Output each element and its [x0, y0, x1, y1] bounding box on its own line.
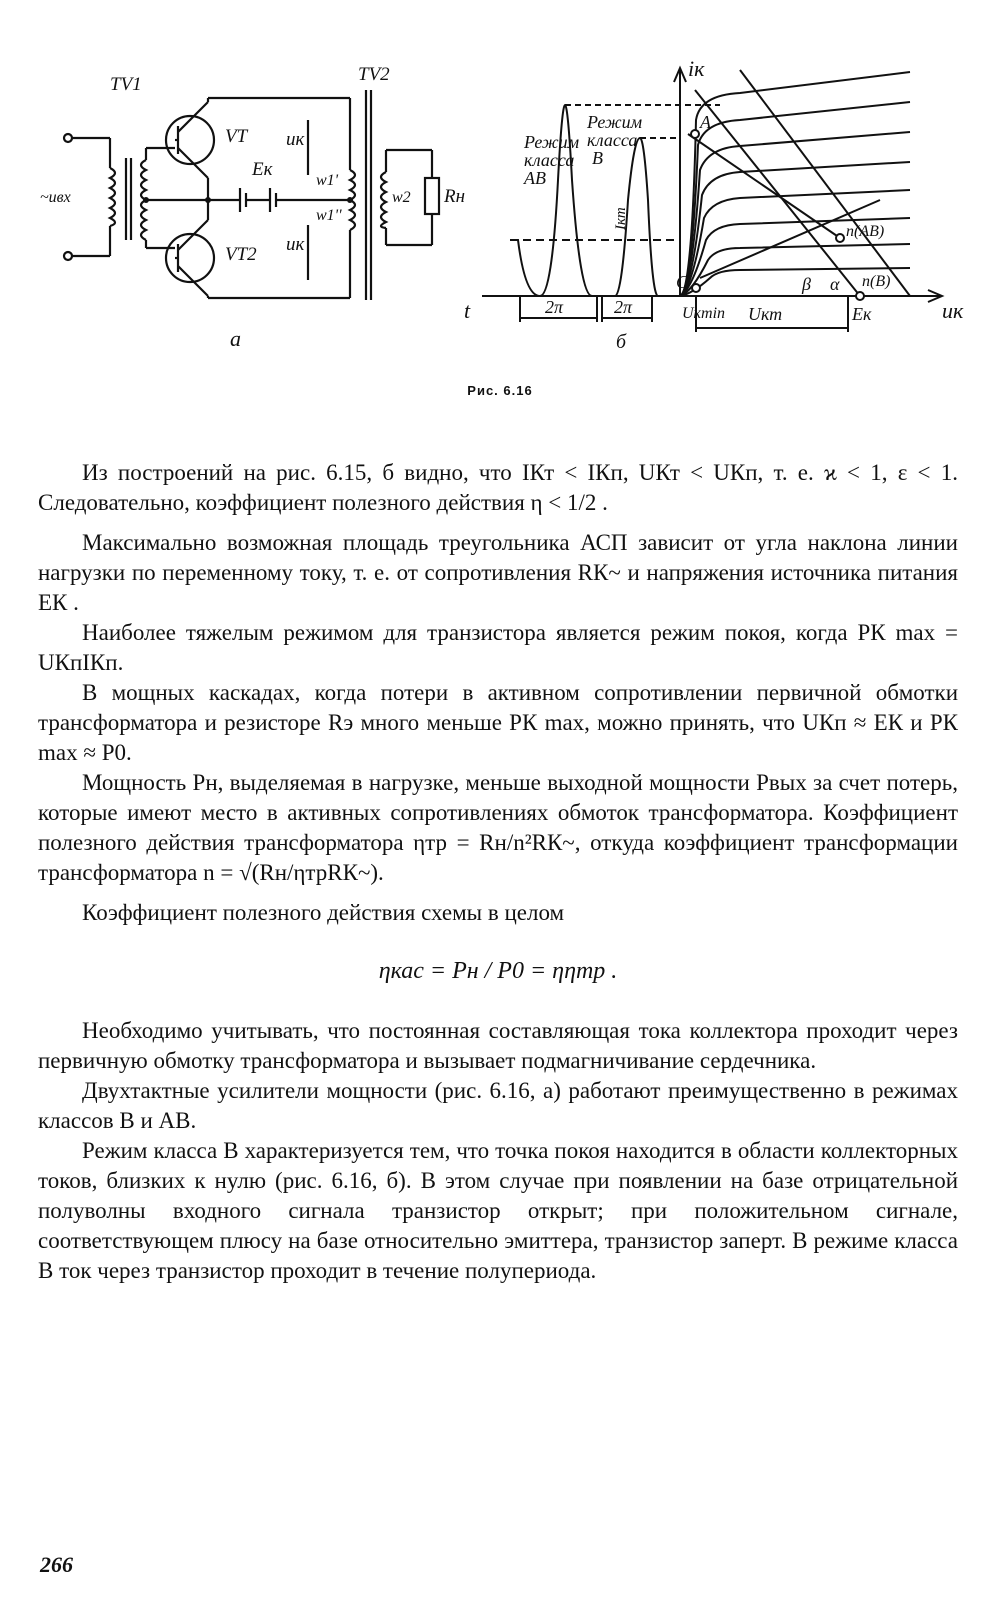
label-vt1: VT	[225, 126, 248, 147]
angle-alpha: α	[830, 274, 840, 294]
label-ukmin: Uкmin	[682, 305, 726, 322]
body-text	[38, 458, 958, 1286]
mode-b-line1: Режим	[587, 112, 643, 132]
sublabel-a: а	[230, 326, 241, 351]
label-uk-bottom: uк	[286, 234, 305, 255]
label-uin: ~uвх	[40, 189, 71, 206]
label-w1a: w1'	[316, 172, 339, 189]
axis-uk: uк	[942, 298, 964, 323]
label-2pi-2: 2π	[614, 297, 633, 317]
label-rn: Rн	[444, 186, 466, 207]
paragraph-7: Необходимо учитывать, что постоянная составляющая тока коллектора проходит через первичную обмотку трансформатора и вызывает подмагничивание сердечника.	[38, 1018, 958, 1073]
mode-ab-line1: Режим	[524, 132, 580, 152]
label-ukm: Uкт	[748, 304, 783, 324]
sublabel-b: б	[616, 331, 627, 353]
mode-ab-line2: класса	[524, 150, 575, 170]
angle-beta: β	[802, 274, 811, 294]
point-n-b: п(В)	[862, 273, 891, 290]
figure-6-16	[40, 50, 980, 410]
paragraph-8: Двухтактные усилители мощности (рис. 6.16, а) работают преимущественно в режимах классов В и АВ.	[38, 1078, 958, 1133]
figure-drawing	[40, 50, 980, 410]
paragraph-2: Максимально возможная площадь треугольника АСП зависит от угла наклона линии нагрузки по переменному току, т. е. от сопротивления RК~ и напряжения источника питания EК .	[38, 530, 958, 615]
label-w2: w2	[392, 189, 411, 206]
label-2pi-1: 2π	[545, 297, 564, 317]
axis-t: t	[464, 298, 471, 323]
formula-efficiency: ηкас = Pн / P0 = ηηтр .	[378, 958, 618, 984]
mode-ab-line3: АВ	[524, 168, 546, 188]
paragraph-1: Из построений на рис. 6.15, б видно, что IКт < IКп, UКт < UКп, т. е. ϰ < 1, ε < 1. Следовательно, коэффициент полезного действия η < 1/2 .	[38, 460, 958, 515]
paragraph-3: Наиболее тяжелым режимом для транзистора является режим покоя, когда PК max = UКпIКп.	[38, 620, 958, 675]
figure-caption: Рис. 6.16	[467, 383, 533, 398]
label-tv2: TV2	[358, 64, 390, 85]
mode-b-line3: В	[592, 148, 603, 168]
paragraph-9: Режим класса В характеризуется тем, что точка покоя находится в области коллекторных токов, близких к нулю (рис. 6.16, б). В этом случае при появлении на базе отрицательной полуволны входного сигнала транзистор открыт; при положительном сигнале, соответствующем плюсу на базе относительно эмиттера, транзистор заперт. В режиме класса В ток через транзистор проходит в течение полупериода.	[38, 1138, 958, 1283]
axis-ik: iк	[688, 56, 705, 81]
point-n-ab: п(АВ)	[846, 223, 885, 240]
label-tv1: TV1	[110, 74, 142, 95]
label-ek-circuit: Eк	[252, 159, 273, 180]
label-ikm: Iкт	[613, 207, 629, 230]
label-vt2: VT2	[225, 244, 257, 265]
label-uk-top: uк	[286, 129, 305, 150]
label-w1b: w1''	[316, 207, 342, 224]
paragraph-4: В мощных каскадах, когда потери в активном сопротивлении первичной обмотки трансформатора и резисторе Rэ много меньше PК max, можно принять, что UКп ≈ EК и PК max ≈ P0.	[38, 680, 958, 765]
paragraph-6: Коэффициент полезного действия схемы в целом	[82, 900, 565, 925]
point-c: С	[676, 272, 689, 292]
paragraph-5: Мощность Pн, выделяемая в нагрузке, меньше выходной мощности Pвых за счет потерь, которые имеют место в активных сопротивлениях обмоток трансформатора. Коэффициент полезного действия трансформатора ηтр = Rн/n²RК~, откуда коэффициент трансформации трансформатора n = √(Rн/ηтрRК~).	[38, 770, 958, 885]
point-a: А	[700, 112, 711, 132]
page-number: 266	[40, 1552, 73, 1577]
mode-b-line2: класса	[587, 130, 638, 150]
label-ek-graph: Eк	[852, 304, 872, 324]
